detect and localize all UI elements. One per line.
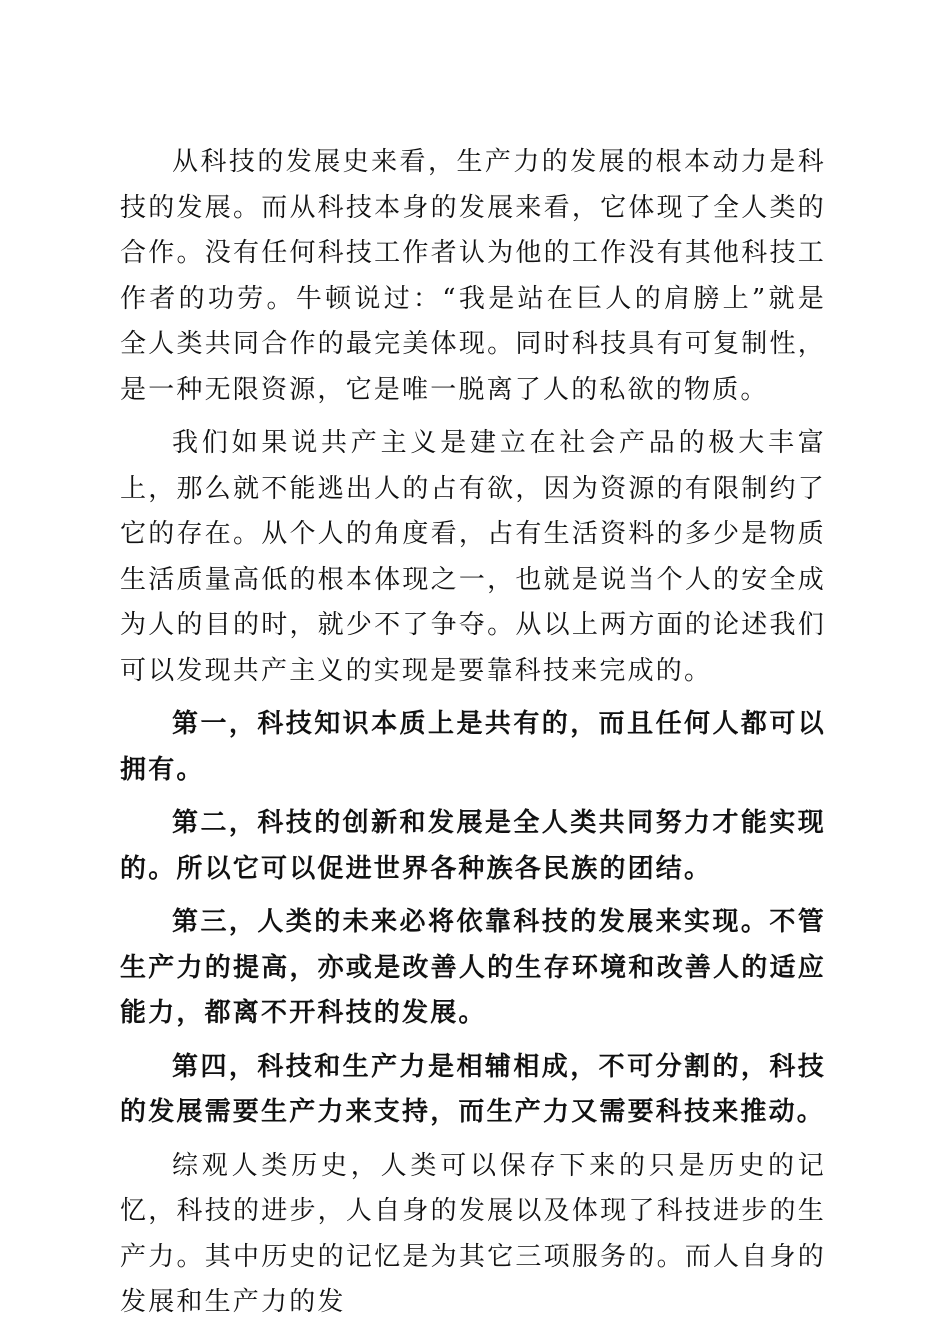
document-body (120, 140, 826, 1334)
paragraph-7: 综观人类历史，人类可以保存下来的只是历史的记忆，科技的进步，人自身的发展以及体现了科技进步的生产力。其中历史的记忆是为其它三项服务的。而人自身的发展和生产力的发 (120, 1150, 826, 1317)
paragraph-point-3: 第三，人类的未来必将依靠科技的发展来实现。不管生产力的提高，亦或是改善人的生存环境和改善人的适应能力，都离不开科技的发展。 (120, 907, 826, 1028)
paragraph-1: 从科技的发展史来看，生产力的发展的根本动力是科技的发展。而从科技本身的发展来看，它体现了全人类的合作。没有任何科技工作者认为他的工作没有其他科技工作者的功劳。牛顿说过：“我是站在巨人的肩膀上”就是全人类共同合作的最完美体现。同时科技具有可复制性，是一种无限资源，它是唯一脱离了人的私欲的物质。 (120, 147, 826, 405)
paragraph-point-1: 第一，科技知识本质上是共有的，而且任何人都可以拥有。 (120, 709, 826, 785)
paragraph-point-2: 第二，科技的创新和发展是全人类共同努力才能实现的。所以它可以促进世界各种族各民族的团结。 (120, 808, 826, 884)
paragraph-point-4: 第四，科技和生产力是相辅相成，不可分割的，科技的发展需要生产力来支持，而生产力又需要科技来推动。 (120, 1051, 826, 1127)
paragraph-2: 我们如果说共产主义是建立在社会产品的极大丰富上，那么就不能逃出人的占有欲，因为资源的有限制约了它的存在。从个人的角度看，占有生活资料的多少是物质生活质量高低的根本体现之一，也就是说当个人的安全成为人的目的时，就少不了争夺。从以上两方面的论述我们可以发现共产主义的实现是要靠科技来完成的。 (120, 428, 826, 686)
